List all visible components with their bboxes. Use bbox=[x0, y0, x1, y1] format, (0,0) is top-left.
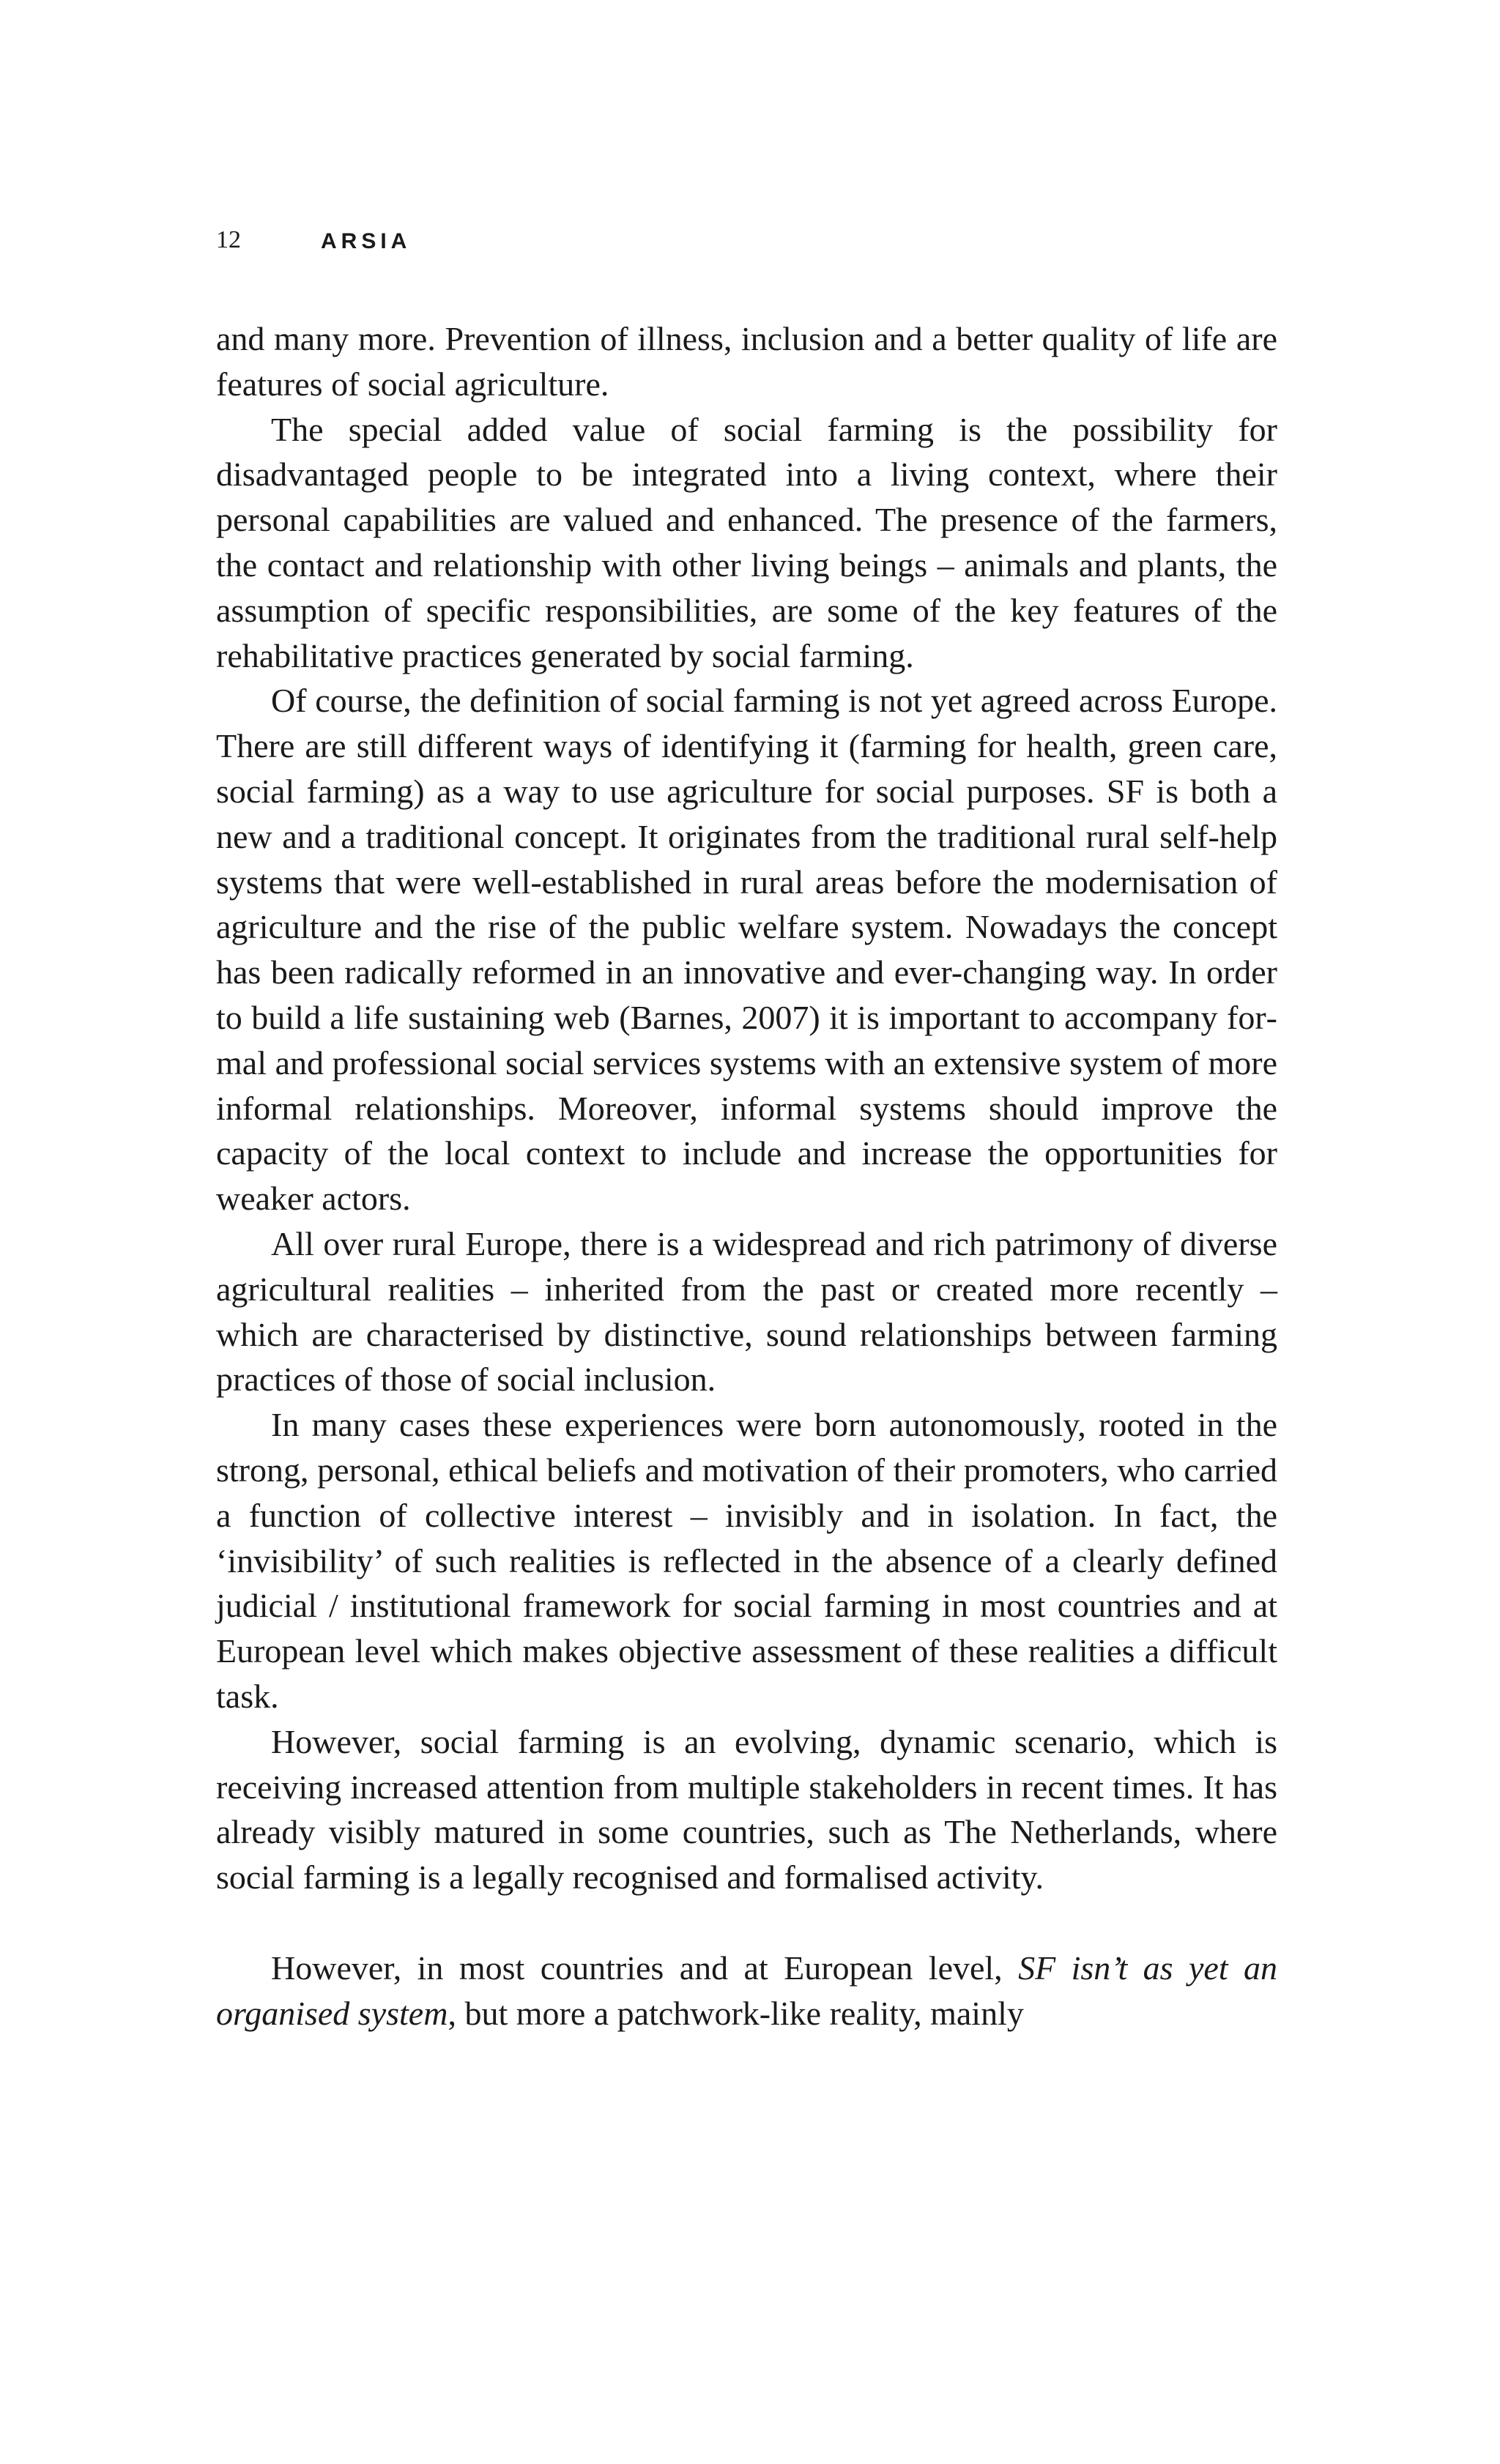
paragraph-added-value: The special added value of social farming is the possibility for disadvantaged people to be integrated into a living context, where their personal capabilities are valued and enhanced. The presence of the farmers, the contact and relationship with other living beings – animals and plants, the assumption of specific responsibilities, are some of the key features of the rehabilitative practices generated by social farming. bbox=[216, 410, 1277, 674]
running-head: ARSIA bbox=[321, 229, 412, 253]
final-text-before: However, in most countries and at European level, bbox=[271, 1949, 1019, 1987]
paragraph-definition: Of course, the definition of social farming is not yet agreed across Europe. There are still different ways of identifying it (farming for health, green care, social farming) as a way to use agriculture for social purposes. SF is both a new and a traditional concept. It originates from the traditional rural self-help systems that were well-established in rural areas before the modernisation of agriculture and the rise of the public welfare system. Nowadays the concept has been radically reformed in an innovative and ever-changing way. In order to build a life sustaining web (Barnes, 2007) it is important to accompany formal and professional social services systems with an extensive system of more informal relationships. Moreover, informal systems should improve the capacity of the local context to include and increase the opportunities for weaker actors. bbox=[216, 682, 1277, 1218]
paragraph-organised-system bbox=[216, 1946, 1277, 2036]
paragraph-rural-europe: All over rural Europe, there is a widespread and rich patrimony of diverse agricultural realities – inherited from the past or created more recently – which are characterised by distinctive, sound relationships between farming practices of those of social inclusion. bbox=[216, 1224, 1277, 1399]
page-header bbox=[216, 220, 1285, 264]
paragraph-autonomous-experiences: In many cases these experiences were born autonomously, rooted in the strong, personal, ethical beliefs and motivation of their promoters, who carried a function of collective interest – invisibly and in isolation. In fact, the ‘invisibility’ of such realities is reflected in the absence of a clearly defined judicial / institutional framework for social farming in most countries and at European level which makes objective assessment of these realities a difficult task. bbox=[216, 1406, 1277, 1715]
paragraph-continuation: and many more. Prevention of illness, inclusion and a better quality of life are features of social agriculture. bbox=[216, 320, 1277, 403]
page-number: 12 bbox=[216, 226, 241, 253]
paragraph-evolving-scenario: However, social farming is an evolving, dynamic scenario, which is receiving increased attention from multiple stakeholders in recent times. It has already visibly matured in some countries, such as The Netherlands, where social farming is a legally recognised and formalised activity. bbox=[216, 1722, 1277, 1897]
final-text-emphasis: SF isn’t as yet an organised system bbox=[216, 1949, 1277, 2032]
final-text-after: , but more a patchwork-like reality, mainly bbox=[448, 1994, 1024, 2032]
body-text bbox=[216, 316, 1277, 2036]
